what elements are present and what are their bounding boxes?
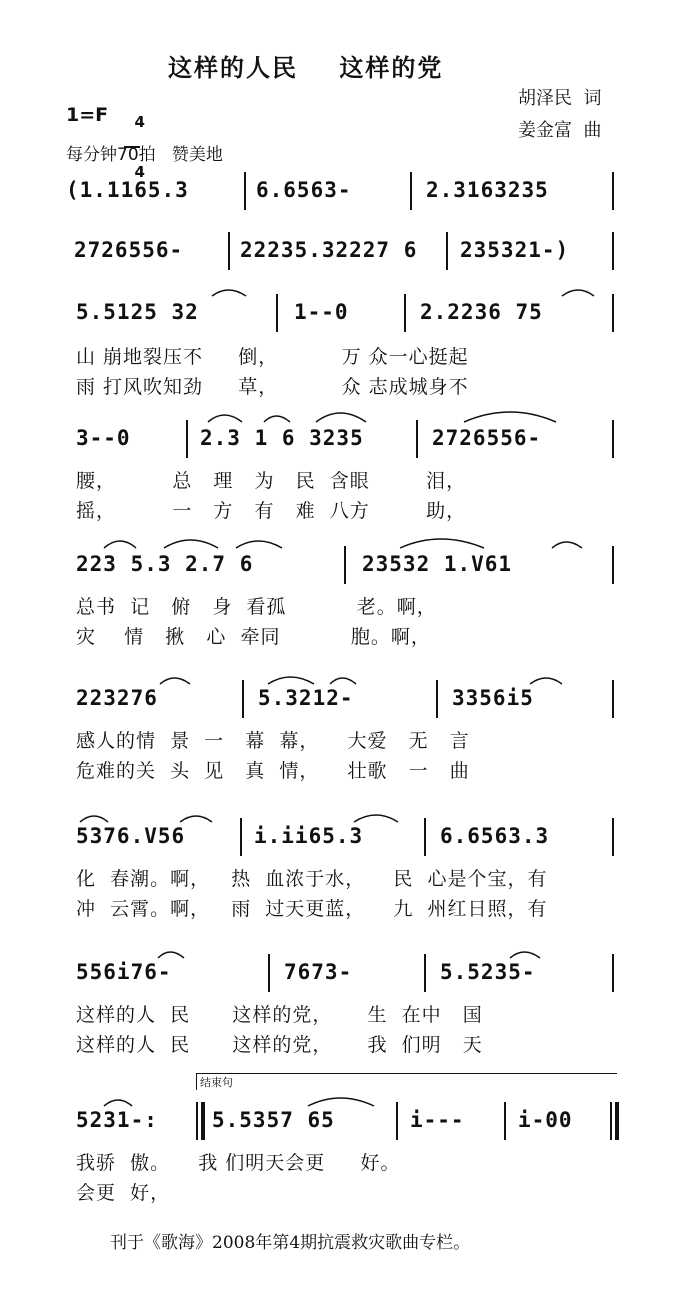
slur	[104, 1100, 132, 1106]
measure-r4-m2: 2.3 1 6 3235	[200, 426, 364, 450]
time-top: 4	[134, 113, 145, 131]
measure-r9-m1: 5231-:	[76, 1108, 158, 1132]
measure-r3-m2: 1--0	[294, 300, 349, 324]
lyrics-r4-verse1: 腰， 总 理 为 民 含眼 泪，	[76, 470, 467, 492]
song-title: 这样的人民 这样的党	[168, 54, 444, 82]
slur	[180, 816, 212, 822]
measure-r6-m2: 5.3212-	[258, 686, 354, 710]
slur	[464, 412, 556, 422]
slur	[530, 678, 562, 684]
key-signature: 1=F	[66, 104, 109, 126]
measure-r9-m3: i---	[410, 1108, 465, 1132]
lyrics-r5-verse1: 总书 记 俯 身 看孤 老。啊，	[76, 596, 437, 618]
measure-r6-m1: 223276	[76, 686, 158, 710]
measure-r3-m1: 5.5125 32	[76, 300, 199, 324]
slur	[158, 952, 184, 958]
slur	[316, 413, 366, 422]
lyricist: 胡泽民 词	[518, 88, 602, 109]
lyrics-r6-verse1: 感人的情 景 一 幕 幕， 大爱 无 言	[76, 730, 470, 752]
tempo-marking: 每分钟70拍 赞美地	[66, 145, 223, 165]
slur	[264, 416, 290, 422]
lyrics-r3-verse1: 山 崩地裂压不 倒， 万 众一心挺起	[76, 346, 469, 368]
lyrics-r3-verse2: 雨 打风吹知劲 草， 众 志成城身不	[76, 376, 469, 398]
measure-r1-m3: 2.3163235	[426, 178, 549, 202]
ending-label: 结束句	[200, 1076, 233, 1089]
slur	[212, 290, 246, 296]
measure-r5-m1: 223 5.3 2.7 6	[76, 552, 254, 576]
slur	[80, 816, 108, 822]
lyrics-r5-verse2: 灾 情 揪 心 牵同 胞。啊，	[76, 626, 431, 648]
slur	[104, 541, 136, 548]
lyrics-r8-verse2: 这样的人 民 这样的党， 我 们明 天	[76, 1034, 483, 1056]
lyrics-r8-verse1: 这样的人 民 这样的党， 生 在中 国	[76, 1004, 483, 1026]
measure-r2-m3: 235321-)	[460, 238, 570, 262]
measure-r9-m2: 5.5357 65	[212, 1108, 335, 1132]
lyrics-r4-verse2: 摇， 一 方 有 难 八方 助，	[76, 500, 467, 522]
measure-r5-m2: 23532 1.V61	[362, 552, 513, 576]
measure-r7-m1: 5376.V56	[76, 824, 186, 848]
lyrics-r7-verse2: 冲 云霄。啊， 雨 过天更蓝， 九 州红日照，有	[76, 898, 548, 920]
slur	[562, 290, 594, 296]
measure-r9-m4: i-00	[518, 1108, 573, 1132]
slur	[208, 415, 242, 422]
measure-r2-m1: 2726556-	[74, 238, 184, 262]
slur	[330, 678, 356, 684]
measure-r3-m3: 2.2236 75	[420, 300, 543, 324]
measure-r2-m2: 22235.32227 6	[240, 238, 418, 262]
slur	[308, 1098, 374, 1106]
lyrics-r9-verse1: 我骄 傲。 我 们明天会更 好。	[76, 1152, 401, 1174]
slur	[552, 542, 582, 548]
measure-r4-m1: 3--0	[76, 426, 131, 450]
measure-r1-m2: 6.6563-	[256, 178, 352, 202]
measure-r8-m3: 5.5235-	[440, 960, 536, 984]
measure-r8-m1: 556i76-	[76, 960, 172, 984]
slur	[400, 539, 484, 548]
measure-r1-m1: (1.1165.3	[66, 178, 189, 202]
slur	[510, 952, 540, 958]
composer: 姜金富 曲	[518, 120, 602, 141]
measure-r6-m3: 3356i5	[452, 686, 534, 710]
slur	[160, 678, 190, 684]
slur	[236, 541, 282, 548]
slur	[164, 540, 218, 548]
lyrics-r7-verse1: 化 春潮。啊， 热 血浓于水， 民 心是个宝，有	[76, 868, 548, 890]
slur	[268, 677, 314, 684]
measure-r4-m3: 2726556-	[432, 426, 542, 450]
slur	[354, 815, 398, 822]
measure-r7-m3: 6.6563.3	[440, 824, 550, 848]
lyrics-r9-verse2: 会更 好，	[76, 1182, 171, 1204]
measure-r8-m2: 7673-	[284, 960, 353, 984]
publication-note: 刊于《歌海》2008年第4期抗震救灾歌曲专栏。	[110, 1233, 471, 1253]
lyrics-r6-verse2: 危难的关 头 见 真 情， 壮歌 一 曲	[76, 760, 470, 782]
time-bottom: 4	[134, 163, 145, 181]
measure-r7-m2: i.ii65.3	[254, 824, 364, 848]
